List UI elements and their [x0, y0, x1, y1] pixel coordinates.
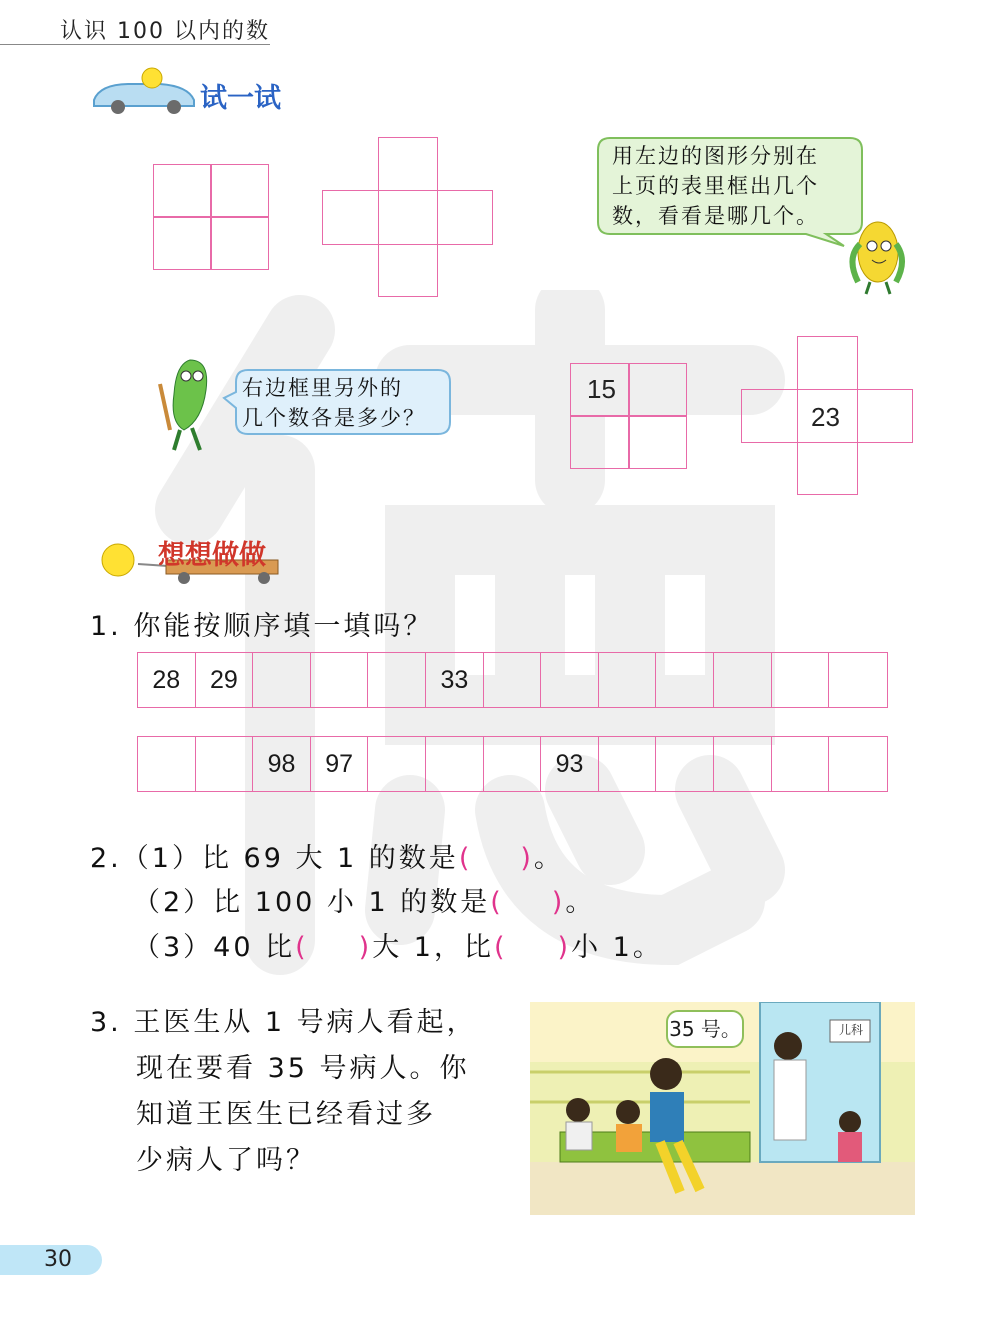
door-sign: 儿科	[838, 1023, 863, 1037]
cross-horizontal	[322, 190, 493, 245]
page-number: 30	[44, 1247, 72, 1272]
row1-cell	[541, 653, 599, 707]
q2-period: 。	[565, 887, 596, 918]
chick-car-icon	[90, 66, 198, 116]
bean-character-icon	[150, 350, 230, 456]
q2-line2-text: （2）比 100 小 1 的数是	[133, 887, 491, 918]
number-row-1	[137, 652, 888, 708]
section-title-think: 想想做做	[158, 540, 266, 571]
answer-blank-open: (	[295, 932, 309, 963]
row2-cell	[714, 737, 772, 791]
row1-cell: 28	[138, 653, 196, 707]
question-2-line-2	[133, 880, 595, 919]
answer-blank-close: )	[520, 843, 534, 874]
grid-square-filled	[570, 363, 687, 469]
row2-cell	[368, 737, 426, 791]
corn-character-icon	[836, 208, 916, 298]
chapter-title: 认识 100 以内的数	[60, 19, 270, 44]
q3-line: 少病人了吗？	[136, 1145, 316, 1176]
q2-period: 。	[533, 843, 564, 874]
row2-cell: 97	[311, 737, 369, 791]
answer-blank-open: (	[490, 887, 504, 918]
bubble-line: 几个数各是多少？	[242, 406, 426, 430]
row2-cell	[656, 737, 714, 791]
number-row-2	[137, 736, 888, 792]
grid-square-outline	[153, 164, 269, 270]
bubble-line: 右边框里另外的	[242, 376, 403, 400]
row1-cell	[484, 653, 542, 707]
row2-cell	[829, 737, 887, 791]
row1-cell	[599, 653, 657, 707]
q2-line3-a: （3）40 比	[133, 932, 296, 963]
row1-cell	[253, 653, 311, 707]
row1-cell: 33	[426, 653, 484, 707]
q2-line3-b: 大 1，比	[372, 932, 494, 963]
row1-cell	[829, 653, 887, 707]
q3-line: 现在要看 35 号病人。你	[136, 1053, 470, 1084]
answer-blank-close: )	[551, 887, 566, 918]
row2-cell	[138, 737, 196, 791]
question-2-line-3	[133, 925, 663, 964]
row1-cell	[368, 653, 426, 707]
grid-line	[571, 415, 686, 417]
row2-cell	[599, 737, 657, 791]
answer-blank-open: (	[458, 843, 473, 874]
q2-line1-text: 2.（1）比 69 大 1 的数是	[90, 843, 459, 874]
row1-cell	[656, 653, 714, 707]
question-2-line-1	[90, 836, 564, 875]
answer-blank-close: )	[557, 932, 572, 963]
answer-blank-open: (	[493, 932, 508, 963]
row2-cell	[772, 737, 830, 791]
bubble-line: 用左边的图形分别在	[612, 144, 819, 168]
row1-cell	[772, 653, 830, 707]
bubble-line: 数，看看是哪几个。	[612, 204, 819, 228]
hospital-illustration	[530, 1002, 915, 1215]
question-1-text: 1. 你能按顺序填一填吗？	[90, 611, 434, 642]
section-title-try: 试一试	[200, 83, 281, 114]
question-3-text	[90, 1000, 477, 1184]
cross-value: 23	[811, 402, 840, 432]
speech-bubble-number: 35 号。	[666, 1010, 744, 1048]
bubble-line: 上页的表里框出几个	[612, 174, 819, 198]
grid-line	[154, 216, 268, 218]
header-divider	[0, 44, 270, 45]
q3-line: 知道王医生已经看过多	[136, 1099, 436, 1130]
q3-line: 3. 王医生从 1 号病人看起，	[90, 1007, 477, 1038]
row1-cell	[311, 653, 369, 707]
row2-cell: 98	[253, 737, 311, 791]
square-value: 15	[587, 374, 616, 404]
row2-cell	[484, 737, 542, 791]
row2-cell: 93	[541, 737, 599, 791]
row1-cell: 29	[196, 653, 254, 707]
q2-line3-c: 小 1。	[571, 932, 663, 963]
row1-cell	[714, 653, 772, 707]
answer-blank-close: )	[358, 932, 373, 963]
row2-cell	[196, 737, 254, 791]
row2-cell	[426, 737, 484, 791]
